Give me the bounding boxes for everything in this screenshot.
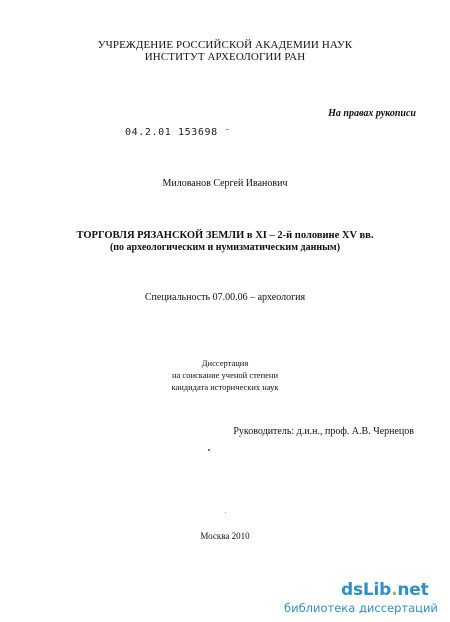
watermark-brand-dot: . <box>391 580 398 600</box>
scan-speck <box>208 449 210 451</box>
city-year: Москва 2010 <box>200 531 250 541</box>
thesis-title-line-1: ТОРГОВЛЯ РЯЗАНСКОЙ ЗЕМЛИ в XI – 2-й половине XV вв. <box>76 230 374 241</box>
watermark-brand-tld: net <box>397 580 429 600</box>
institution-line-1: УЧРЕЖДЕНИЕ РОССИЙСКОЙ АКАДЕМИИ НАУК <box>97 39 353 51</box>
watermark-brand-name: dsLib <box>341 580 392 600</box>
advisor: Руководитель: д.и.н., проф. А.В. Чернецов <box>233 426 414 437</box>
dissertation-line-1: Диссертация <box>201 358 249 368</box>
dissertation-line-3: кандидата исторических наук <box>171 382 279 392</box>
rights-note: На правах рукописи <box>328 108 416 119</box>
thesis-title-line-2: (по археологическим и нумизматическим данным) <box>109 242 341 253</box>
dissertation-line-2: на соискание ученой степени <box>171 370 278 380</box>
watermark-subtitle: библиотека диссертаций <box>284 601 438 615</box>
specialty: Специальность 07.00.06 – археология <box>144 292 306 303</box>
watermark-logo[interactable] <box>341 580 429 600</box>
institution-line-2: ИНСТИТУТ АРХЕОЛОГИИ РАН <box>144 51 306 63</box>
scan-speck <box>225 512 226 513</box>
author-name: Милованов Сергей Иванович <box>162 178 288 189</box>
stamp-code: 04.2.01 153698 ⁻ <box>125 127 231 138</box>
